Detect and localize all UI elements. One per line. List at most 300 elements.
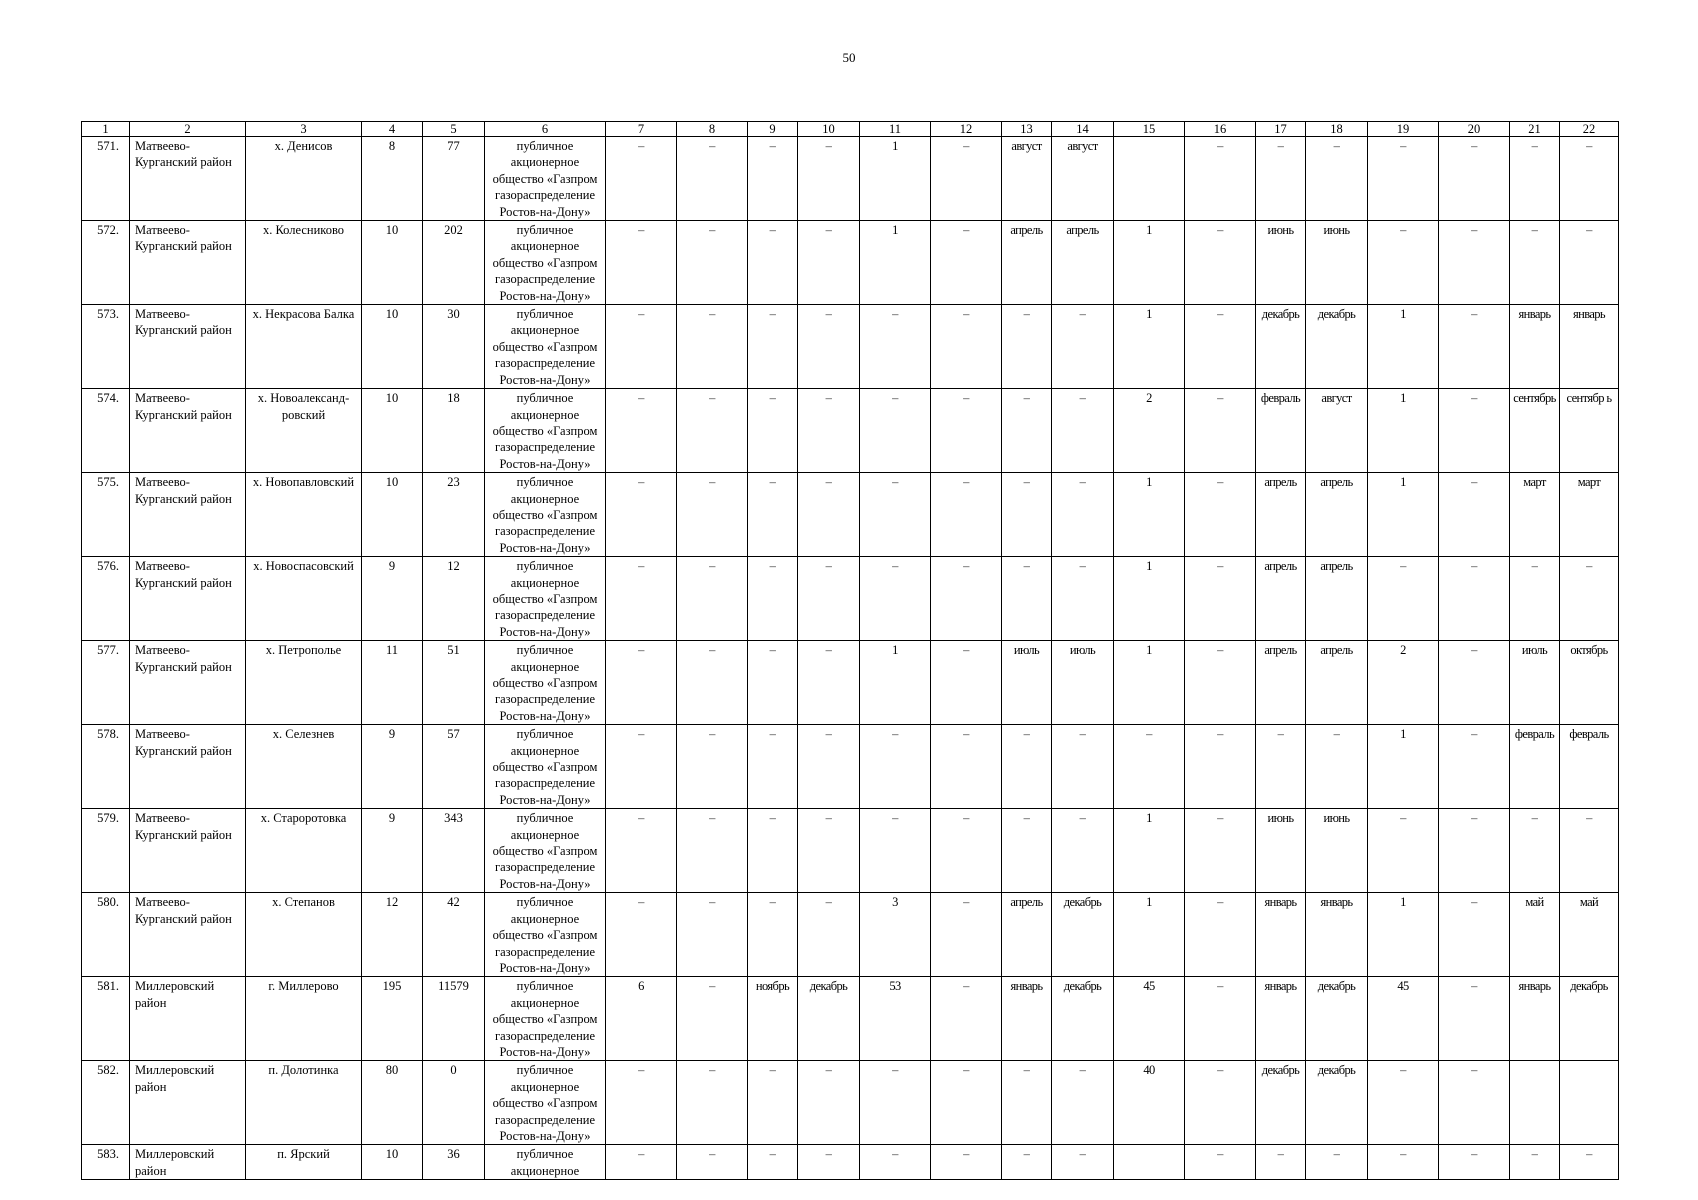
cell-col-21: – bbox=[1510, 1145, 1560, 1180]
cell-col-7: – bbox=[606, 473, 677, 557]
cell-col-17: декабрь bbox=[1256, 1061, 1306, 1145]
cell-col-21: – bbox=[1510, 221, 1560, 305]
cell-col-1: 574. bbox=[82, 389, 130, 473]
cell-col-17: – bbox=[1256, 725, 1306, 809]
cell-col-10: – bbox=[798, 725, 860, 809]
cell-col-11: 1 bbox=[860, 221, 931, 305]
cell-col-3: х. Селезнев bbox=[246, 725, 362, 809]
cell-col-21: июль bbox=[1510, 641, 1560, 725]
cell-col-16: – bbox=[1185, 305, 1256, 389]
cell-col-12: – bbox=[931, 473, 1002, 557]
cell-col-12: – bbox=[931, 641, 1002, 725]
cell-col-11: – bbox=[860, 389, 931, 473]
cell-col-14: – bbox=[1052, 809, 1114, 893]
cell-col-19: 1 bbox=[1368, 725, 1439, 809]
cell-col-4: 10 bbox=[362, 305, 423, 389]
cell-col-7: – bbox=[606, 641, 677, 725]
cell-col-9: – bbox=[748, 1145, 798, 1180]
cell-col-10: – bbox=[798, 1061, 860, 1145]
table-row bbox=[82, 725, 1619, 809]
column-number-cell: 18 bbox=[1306, 122, 1368, 137]
cell-col-10: – bbox=[798, 809, 860, 893]
cell-col-3: х. Колесниково bbox=[246, 221, 362, 305]
cell-col-18: – bbox=[1306, 137, 1368, 221]
cell-col-11: – bbox=[860, 557, 931, 641]
cell-col-18: – bbox=[1306, 1145, 1368, 1180]
cell-col-21: январь bbox=[1510, 305, 1560, 389]
cell-col-20: – bbox=[1439, 389, 1510, 473]
table-row bbox=[82, 1145, 1619, 1180]
cell-col-15: 1 bbox=[1114, 641, 1185, 725]
cell-col-6: публичное акционерное общество «Газпром газораспределение Ростов-на-Дону» bbox=[485, 221, 606, 305]
cell-col-4: 10 bbox=[362, 389, 423, 473]
cell-col-8: – bbox=[677, 977, 748, 1061]
column-number-cell: 22 bbox=[1560, 122, 1619, 137]
cell-col-18: апрель bbox=[1306, 557, 1368, 641]
cell-col-1: 580. bbox=[82, 893, 130, 977]
cell-col-17: январь bbox=[1256, 893, 1306, 977]
cell-col-7: – bbox=[606, 809, 677, 893]
cell-col-22: – bbox=[1560, 809, 1619, 893]
cell-col-4: 10 bbox=[362, 1145, 423, 1180]
column-number-cell: 3 bbox=[246, 122, 362, 137]
column-number-cell: 16 bbox=[1185, 122, 1256, 137]
cell-col-16: – bbox=[1185, 977, 1256, 1061]
cell-col-22: – bbox=[1560, 557, 1619, 641]
cell-col-15: 1 bbox=[1114, 809, 1185, 893]
cell-col-17: январь bbox=[1256, 977, 1306, 1061]
cell-col-14: – bbox=[1052, 473, 1114, 557]
cell-col-5: 11579 bbox=[423, 977, 485, 1061]
table-row bbox=[82, 137, 1619, 221]
cell-col-6: публичное акционерное общество «Газпром газораспределение Ростов-на-Дону» bbox=[485, 1061, 606, 1145]
column-number-cell: 6 bbox=[485, 122, 606, 137]
column-number-cell: 15 bbox=[1114, 122, 1185, 137]
cell-col-14: – bbox=[1052, 557, 1114, 641]
cell-col-10: декабрь bbox=[798, 977, 860, 1061]
cell-col-10: – bbox=[798, 893, 860, 977]
cell-col-13: – bbox=[1002, 557, 1052, 641]
cell-col-13: – bbox=[1002, 389, 1052, 473]
cell-col-12: – bbox=[931, 1061, 1002, 1145]
cell-col-17: – bbox=[1256, 1145, 1306, 1180]
cell-col-14: – bbox=[1052, 1145, 1114, 1180]
cell-col-7: – bbox=[606, 1061, 677, 1145]
cell-col-7: – bbox=[606, 1145, 677, 1180]
cell-col-1: 578. bbox=[82, 725, 130, 809]
cell-col-10: – bbox=[798, 557, 860, 641]
page-number: 50 bbox=[842, 50, 856, 65]
cell-col-2: Матвеево-Курганский район bbox=[130, 893, 246, 977]
cell-col-19: 1 bbox=[1368, 389, 1439, 473]
cell-col-22: – bbox=[1560, 1145, 1619, 1180]
cell-col-19: 1 bbox=[1368, 893, 1439, 977]
cell-col-22: январь bbox=[1560, 305, 1619, 389]
cell-col-5: 343 bbox=[423, 809, 485, 893]
table-row bbox=[82, 809, 1619, 893]
column-number-cell: 17 bbox=[1256, 122, 1306, 137]
cell-col-10: – bbox=[798, 389, 860, 473]
cell-col-4: 80 bbox=[362, 1061, 423, 1145]
cell-col-22: декабрь bbox=[1560, 977, 1619, 1061]
cell-col-12: – bbox=[931, 977, 1002, 1061]
cell-col-20: – bbox=[1439, 725, 1510, 809]
cell-col-12: – bbox=[931, 557, 1002, 641]
cell-col-4: 9 bbox=[362, 557, 423, 641]
cell-col-8: – bbox=[677, 725, 748, 809]
cell-col-6: публичное акционерное общество «Газпром газораспределение Ростов-на-Дону» bbox=[485, 557, 606, 641]
table-row bbox=[82, 389, 1619, 473]
cell-col-1: 583. bbox=[82, 1145, 130, 1180]
cell-col-10: – bbox=[798, 473, 860, 557]
cell-col-1: 571. bbox=[82, 137, 130, 221]
cell-col-5: 57 bbox=[423, 725, 485, 809]
cell-col-1: 579. bbox=[82, 809, 130, 893]
cell-col-13: апрель bbox=[1002, 893, 1052, 977]
cell-col-9: – bbox=[748, 641, 798, 725]
cell-col-18: апрель bbox=[1306, 473, 1368, 557]
cell-col-19: – bbox=[1368, 1061, 1439, 1145]
cell-col-9: – bbox=[748, 389, 798, 473]
cell-col-5: 0 bbox=[423, 1061, 485, 1145]
cell-col-12: – bbox=[931, 389, 1002, 473]
cell-col-13: – bbox=[1002, 725, 1052, 809]
cell-col-11: 53 bbox=[860, 977, 931, 1061]
cell-col-18: июнь bbox=[1306, 809, 1368, 893]
cell-col-22: февраль bbox=[1560, 725, 1619, 809]
cell-col-2: Матвеево-Курганский район bbox=[130, 221, 246, 305]
cell-col-16: – bbox=[1185, 221, 1256, 305]
column-number-cell: 13 bbox=[1002, 122, 1052, 137]
cell-col-18: апрель bbox=[1306, 641, 1368, 725]
cell-col-6: публичное акционерное общество «Газпром газораспределение Ростов-на-Дону» bbox=[485, 893, 606, 977]
cell-col-4: 10 bbox=[362, 473, 423, 557]
cell-col-9: – bbox=[748, 725, 798, 809]
cell-col-2: Миллеровский район bbox=[130, 1145, 246, 1180]
cell-col-20: – bbox=[1439, 221, 1510, 305]
cell-col-17: июнь bbox=[1256, 809, 1306, 893]
cell-col-4: 12 bbox=[362, 893, 423, 977]
column-number-cell: 2 bbox=[130, 122, 246, 137]
cell-col-12: – bbox=[931, 809, 1002, 893]
cell-col-13: январь bbox=[1002, 977, 1052, 1061]
cell-col-3: х. Степанов bbox=[246, 893, 362, 977]
cell-col-17: декабрь bbox=[1256, 305, 1306, 389]
cell-col-8: – bbox=[677, 893, 748, 977]
cell-col-12: – bbox=[931, 1145, 1002, 1180]
cell-col-5: 12 bbox=[423, 557, 485, 641]
cell-col-20: – bbox=[1439, 809, 1510, 893]
column-number-cell: 4 bbox=[362, 122, 423, 137]
cell-col-11: 1 bbox=[860, 137, 931, 221]
cell-col-9: – bbox=[748, 1061, 798, 1145]
cell-col-4: 195 bbox=[362, 977, 423, 1061]
cell-col-22: март bbox=[1560, 473, 1619, 557]
cell-col-15: 1 bbox=[1114, 557, 1185, 641]
cell-col-21 bbox=[1510, 1061, 1560, 1145]
cell-col-13: – bbox=[1002, 473, 1052, 557]
cell-col-21: февраль bbox=[1510, 725, 1560, 809]
cell-col-20: – bbox=[1439, 557, 1510, 641]
cell-col-18: декабрь bbox=[1306, 305, 1368, 389]
cell-col-3: х. Петрополье bbox=[246, 641, 362, 725]
cell-col-18: декабрь bbox=[1306, 1061, 1368, 1145]
cell-col-22 bbox=[1560, 1061, 1619, 1145]
cell-col-5: 36 bbox=[423, 1145, 485, 1180]
cell-col-18: декабрь bbox=[1306, 977, 1368, 1061]
cell-col-6: публичное акционерное общество «Газпром газораспределение Ростов-на-Дону» bbox=[485, 473, 606, 557]
cell-col-8: – bbox=[677, 1145, 748, 1180]
cell-col-22: май bbox=[1560, 893, 1619, 977]
cell-col-16: – bbox=[1185, 809, 1256, 893]
cell-col-8: – bbox=[677, 389, 748, 473]
table-row bbox=[82, 641, 1619, 725]
cell-col-17: июнь bbox=[1256, 221, 1306, 305]
cell-col-18: август bbox=[1306, 389, 1368, 473]
cell-col-15: 1 bbox=[1114, 893, 1185, 977]
cell-col-12: – bbox=[931, 137, 1002, 221]
cell-col-14: – bbox=[1052, 1061, 1114, 1145]
cell-col-21: март bbox=[1510, 473, 1560, 557]
cell-col-1: 576. bbox=[82, 557, 130, 641]
cell-col-20: – bbox=[1439, 473, 1510, 557]
cell-col-19: 1 bbox=[1368, 305, 1439, 389]
cell-col-1: 581. bbox=[82, 977, 130, 1061]
cell-col-7: – bbox=[606, 725, 677, 809]
cell-col-20: – bbox=[1439, 305, 1510, 389]
cell-col-13: – bbox=[1002, 305, 1052, 389]
cell-col-5: 30 bbox=[423, 305, 485, 389]
cell-col-2: Миллеровский район bbox=[130, 1061, 246, 1145]
cell-col-14: август bbox=[1052, 137, 1114, 221]
cell-col-11: 3 bbox=[860, 893, 931, 977]
cell-col-16: – bbox=[1185, 473, 1256, 557]
cell-col-5: 77 bbox=[423, 137, 485, 221]
cell-col-7: – bbox=[606, 389, 677, 473]
cell-col-2: Матвеево-Курганский район bbox=[130, 809, 246, 893]
cell-col-11: – bbox=[860, 725, 931, 809]
cell-col-10: – bbox=[798, 641, 860, 725]
data-table bbox=[81, 121, 1619, 1180]
cell-col-4: 8 bbox=[362, 137, 423, 221]
cell-col-8: – bbox=[677, 1061, 748, 1145]
cell-col-5: 42 bbox=[423, 893, 485, 977]
cell-col-3: х. Новопавловский bbox=[246, 473, 362, 557]
cell-col-15: 40 bbox=[1114, 1061, 1185, 1145]
column-number-cell: 8 bbox=[677, 122, 748, 137]
cell-col-22: – bbox=[1560, 137, 1619, 221]
cell-col-3: г. Миллерово bbox=[246, 977, 362, 1061]
cell-col-8: – bbox=[677, 809, 748, 893]
cell-col-12: – bbox=[931, 725, 1002, 809]
cell-col-19: 45 bbox=[1368, 977, 1439, 1061]
cell-col-19: 2 bbox=[1368, 641, 1439, 725]
cell-col-13: – bbox=[1002, 809, 1052, 893]
cell-col-12: – bbox=[931, 221, 1002, 305]
cell-col-1: 577. bbox=[82, 641, 130, 725]
cell-col-2: Матвеево-Курганский район bbox=[130, 725, 246, 809]
cell-col-2: Матвеево-Курганский район bbox=[130, 473, 246, 557]
cell-col-20: – bbox=[1439, 977, 1510, 1061]
cell-col-10: – bbox=[798, 137, 860, 221]
cell-col-17: – bbox=[1256, 137, 1306, 221]
cell-col-6: публичное акционерное общество «Газпром газораспределение Ростов-на-Дону» bbox=[485, 137, 606, 221]
cell-col-13: апрель bbox=[1002, 221, 1052, 305]
cell-col-13: – bbox=[1002, 1061, 1052, 1145]
column-number-cell: 7 bbox=[606, 122, 677, 137]
column-number-cell: 11 bbox=[860, 122, 931, 137]
cell-col-15: – bbox=[1114, 725, 1185, 809]
cell-col-9: – bbox=[748, 893, 798, 977]
cell-col-22: октябрь bbox=[1560, 641, 1619, 725]
cell-col-6: публичное акционерное общество «Газпром газораспределение Ростов-на-Дону» bbox=[485, 305, 606, 389]
cell-col-3: х. Новоспасовский bbox=[246, 557, 362, 641]
cell-col-20: – bbox=[1439, 1061, 1510, 1145]
cell-col-5: 202 bbox=[423, 221, 485, 305]
cell-col-7: – bbox=[606, 305, 677, 389]
cell-col-14: – bbox=[1052, 305, 1114, 389]
cell-col-11: – bbox=[860, 1145, 931, 1180]
cell-col-3: х. Некрасова Балка bbox=[246, 305, 362, 389]
cell-col-19: – bbox=[1368, 809, 1439, 893]
column-number-cell: 20 bbox=[1439, 122, 1510, 137]
cell-col-19: 1 bbox=[1368, 473, 1439, 557]
cell-col-5: 23 bbox=[423, 473, 485, 557]
cell-col-15: 2 bbox=[1114, 389, 1185, 473]
cell-col-4: 11 bbox=[362, 641, 423, 725]
cell-col-6: публичное акционерное общество «Газпром газораспределение Ростов-на-Дону» bbox=[485, 389, 606, 473]
cell-col-8: – bbox=[677, 137, 748, 221]
cell-col-3: х. Новоалександ-ровский bbox=[246, 389, 362, 473]
cell-col-1: 582. bbox=[82, 1061, 130, 1145]
cell-col-16: – bbox=[1185, 725, 1256, 809]
cell-col-7: – bbox=[606, 221, 677, 305]
cell-col-2: Миллеровский район bbox=[130, 977, 246, 1061]
cell-col-21: январь bbox=[1510, 977, 1560, 1061]
cell-col-17: февраль bbox=[1256, 389, 1306, 473]
cell-col-19: – bbox=[1368, 557, 1439, 641]
cell-col-8: – bbox=[677, 557, 748, 641]
cell-col-16: – bbox=[1185, 1061, 1256, 1145]
cell-col-6: публичное акционерное общество «Газпром газораспределение Ростов-на-Дону» bbox=[485, 809, 606, 893]
cell-col-6: публичное акционерное общество «Газпром газораспределение Ростов-на-Дону» bbox=[485, 641, 606, 725]
cell-col-4: 10 bbox=[362, 221, 423, 305]
column-number-cell: 1 bbox=[82, 122, 130, 137]
cell-col-9: ноябрь bbox=[748, 977, 798, 1061]
cell-col-19: – bbox=[1368, 1145, 1439, 1180]
table-row bbox=[82, 473, 1619, 557]
cell-col-2: Матвеево-Курганский район bbox=[130, 137, 246, 221]
cell-col-5: 51 bbox=[423, 641, 485, 725]
cell-col-15: 1 bbox=[1114, 473, 1185, 557]
cell-col-6: публичное акционерное общество «Газпром газораспределение Ростов-на-Дону» bbox=[485, 725, 606, 809]
column-number-cell: 10 bbox=[798, 122, 860, 137]
cell-col-15 bbox=[1114, 137, 1185, 221]
cell-col-11: 1 bbox=[860, 641, 931, 725]
cell-col-12: – bbox=[931, 893, 1002, 977]
cell-col-10: – bbox=[798, 221, 860, 305]
cell-col-3: х. Денисов bbox=[246, 137, 362, 221]
cell-col-18: – bbox=[1306, 725, 1368, 809]
cell-col-7: – bbox=[606, 557, 677, 641]
cell-col-11: – bbox=[860, 473, 931, 557]
cell-col-20: – bbox=[1439, 893, 1510, 977]
cell-col-13: август bbox=[1002, 137, 1052, 221]
cell-col-8: – bbox=[677, 473, 748, 557]
table-row bbox=[82, 977, 1619, 1061]
cell-col-20: – bbox=[1439, 1145, 1510, 1180]
column-number-cell: 9 bbox=[748, 122, 798, 137]
cell-col-8: – bbox=[677, 221, 748, 305]
cell-col-9: – bbox=[748, 137, 798, 221]
cell-col-19: – bbox=[1368, 221, 1439, 305]
cell-col-6: публичное акционерное общество «Газпром газораспределение Ростов-на-Дону» bbox=[485, 977, 606, 1061]
cell-col-15: 1 bbox=[1114, 305, 1185, 389]
cell-col-16: – bbox=[1185, 389, 1256, 473]
cell-col-14: апрель bbox=[1052, 221, 1114, 305]
cell-col-3: п. Ярский bbox=[246, 1145, 362, 1180]
cell-col-10: – bbox=[798, 305, 860, 389]
cell-col-7: – bbox=[606, 137, 677, 221]
table-row bbox=[82, 893, 1619, 977]
cell-col-20: – bbox=[1439, 641, 1510, 725]
cell-col-15: 1 bbox=[1114, 221, 1185, 305]
cell-col-14: декабрь bbox=[1052, 893, 1114, 977]
cell-col-1: 572. bbox=[82, 221, 130, 305]
cell-col-14: декабрь bbox=[1052, 977, 1114, 1061]
cell-col-3: х. Староротовка bbox=[246, 809, 362, 893]
cell-col-18: июнь bbox=[1306, 221, 1368, 305]
cell-col-2: Матвеево-Курганский район bbox=[130, 557, 246, 641]
cell-col-13: – bbox=[1002, 1145, 1052, 1180]
cell-col-16: – bbox=[1185, 1145, 1256, 1180]
cell-col-14: – bbox=[1052, 389, 1114, 473]
cell-col-8: – bbox=[677, 641, 748, 725]
column-number-cell: 5 bbox=[423, 122, 485, 137]
cell-col-8: – bbox=[677, 305, 748, 389]
cell-col-11: – bbox=[860, 1061, 931, 1145]
cell-col-15: 45 bbox=[1114, 977, 1185, 1061]
cell-col-16: – bbox=[1185, 641, 1256, 725]
column-number-row bbox=[82, 122, 1619, 137]
table-row bbox=[82, 305, 1619, 389]
cell-col-6: публичное акционерное bbox=[485, 1145, 606, 1180]
cell-col-13: июль bbox=[1002, 641, 1052, 725]
cell-col-15 bbox=[1114, 1145, 1185, 1180]
cell-col-7: – bbox=[606, 893, 677, 977]
cell-col-2: Матвеево-Курганский район bbox=[130, 305, 246, 389]
cell-col-3: п. Долотинка bbox=[246, 1061, 362, 1145]
cell-col-21: – bbox=[1510, 137, 1560, 221]
cell-col-18: январь bbox=[1306, 893, 1368, 977]
cell-col-4: 9 bbox=[362, 725, 423, 809]
cell-col-21: май bbox=[1510, 893, 1560, 977]
cell-col-14: июль bbox=[1052, 641, 1114, 725]
column-number-cell: 12 bbox=[931, 122, 1002, 137]
cell-col-16: – bbox=[1185, 557, 1256, 641]
cell-col-16: – bbox=[1185, 137, 1256, 221]
cell-col-7: 6 bbox=[606, 977, 677, 1061]
table-row bbox=[82, 221, 1619, 305]
column-number-cell: 14 bbox=[1052, 122, 1114, 137]
cell-col-16: – bbox=[1185, 893, 1256, 977]
cell-col-9: – bbox=[748, 305, 798, 389]
cell-col-20: – bbox=[1439, 137, 1510, 221]
column-number-cell: 19 bbox=[1368, 122, 1439, 137]
cell-col-2: Матвеево-Курганский район bbox=[130, 641, 246, 725]
cell-col-17: апрель bbox=[1256, 473, 1306, 557]
cell-col-21: – bbox=[1510, 557, 1560, 641]
